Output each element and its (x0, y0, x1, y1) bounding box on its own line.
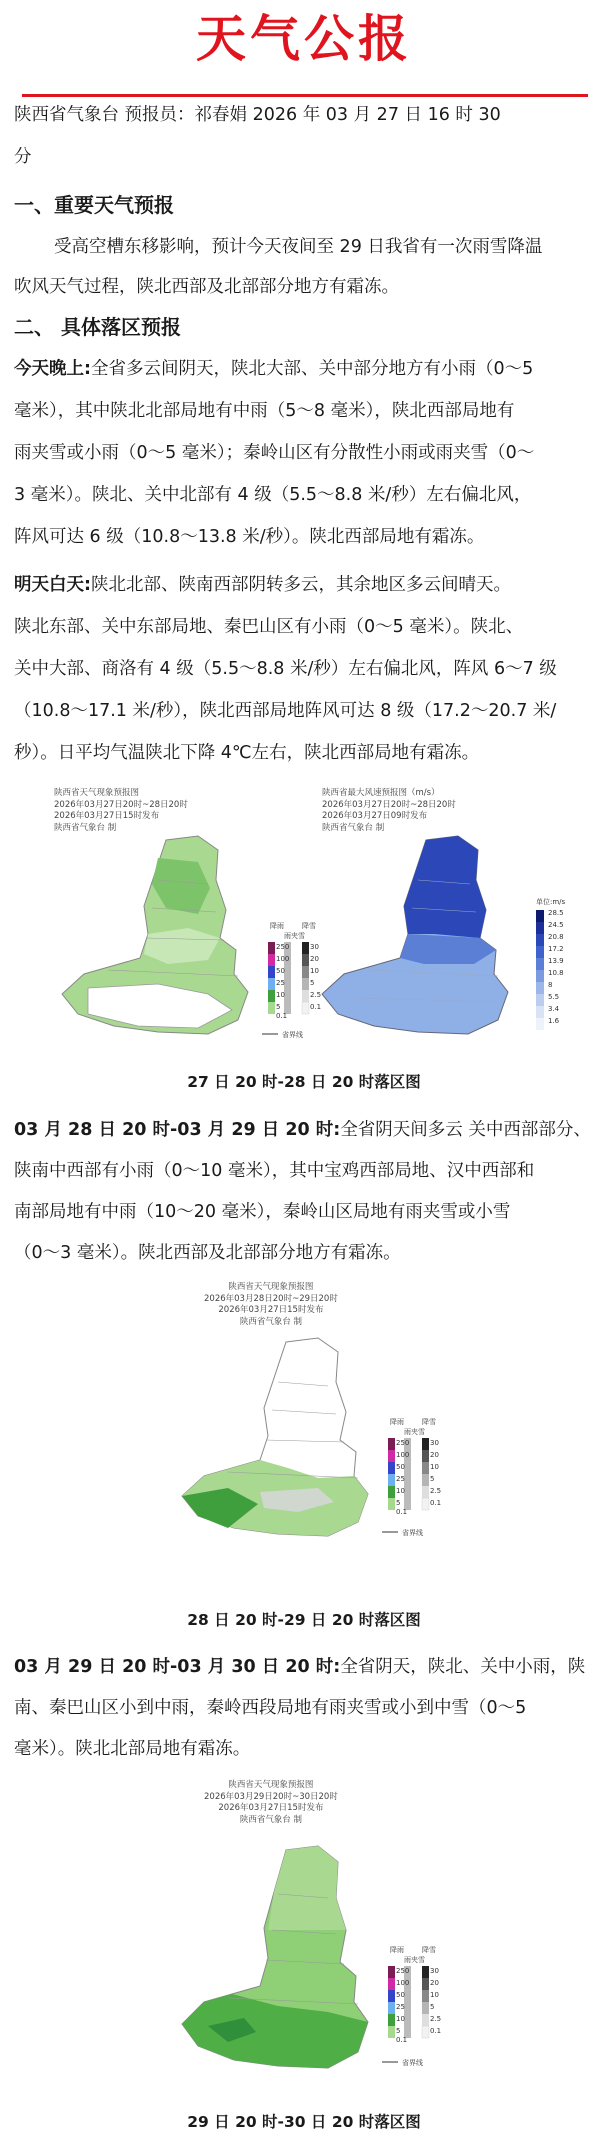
map1-caption: 27 日 20 时-28 日 20 时落区图 (187, 1073, 421, 1091)
weather-map-1 (48, 788, 338, 1048)
map-period: 2026年03月28日20时~29日20时 (204, 1293, 338, 1304)
tonight-line: 阵风可达 6 级（10.8～13.8 米/秒）。陕北西部局地有霜冻。 (14, 527, 485, 547)
day29-line: 毫米）。陕北北部局地有霜冻。 (14, 1739, 251, 1759)
legend-tick: 100 (396, 1979, 410, 1987)
legend-tick: 25 (276, 979, 285, 987)
wind-tick: 13.9 (548, 957, 564, 965)
legend-border-label: 省界线 (402, 2059, 423, 2067)
day29-line (14, 1652, 600, 1683)
map-issuer: 陕西省气象台 制 (322, 822, 385, 833)
wind-tick: 24.5 (548, 921, 564, 929)
tonight-line: 3 毫米）。陕北、关中北部有 4 级（5.5～8.8 米/秒）左右偏北风， (14, 485, 532, 505)
day28-text: 全省阴天间多云 关中西部部分、 (340, 1120, 591, 1140)
tomorrow-line (14, 570, 600, 601)
day28-line (14, 1115, 600, 1146)
strong-wind-zone (404, 836, 486, 938)
day28-line: 南部局地有中雨（10～20 毫米），秦岭山区局地有雨夹雪或小雪 (14, 1202, 511, 1222)
tomorrow-line: 秒）。日平均气温陕北下降 4℃左右，陕北西部局地有霜冻。 (14, 743, 480, 763)
map-title: 陕西省天气现象预报图 (228, 1780, 314, 1790)
section2-heading: 二、 具体落区预报 (14, 315, 181, 339)
legend-tick: 10 (430, 1463, 439, 1471)
map1-legend (262, 921, 321, 1039)
wind-unit-label: 单位:m/s (536, 898, 566, 906)
legend-tick: 30 (430, 1967, 439, 1975)
map-title: 陕西省天气现象预报图 (54, 788, 140, 798)
tomorrow-line: 陕北东部、关中东部局地、秦巴山区有小雨（0～5 毫米）。陕北、 (14, 617, 524, 637)
wind-tick: 10.8 (548, 969, 564, 977)
legend-mix-label: 雨夹雪 (404, 1956, 425, 1964)
legend-border-label: 省界线 (402, 1529, 423, 1537)
legend-mix-label: 雨夹雪 (404, 1428, 425, 1436)
map-period: 2026年03月27日20时~28日20时 (322, 799, 456, 810)
map-title: 陕西省天气现象预报图 (228, 1282, 314, 1292)
legend-tick: 2.5 (310, 991, 322, 999)
section1-heading: 一、重要天气预报 (14, 193, 174, 217)
legend-tick: 250 (276, 943, 290, 951)
legend-tick: 30 (310, 943, 319, 951)
legend-tick: 5 (430, 1475, 435, 1483)
tomorrow-line: 关中大部、商洛有 4 级（5.5～8.8 米/秒）左右偏北风，阵风 6～7 级 (14, 659, 557, 679)
tonight-line (14, 354, 600, 385)
legend-snow-label: 降雪 (302, 922, 316, 930)
legend-tick: 5 (310, 979, 315, 987)
legend-tick: 10 (396, 1487, 405, 1495)
map3-caption: 29 日 20 时-30 日 20 时落区图 (187, 2113, 421, 2131)
legend-border-label: 省界线 (282, 1031, 303, 1039)
legend-tick: 250 (396, 1967, 410, 1975)
map2-caption: 28 日 20 时-29 日 20 时落区图 (187, 1611, 421, 1629)
section1-line: 吹风天气过程，陕北西部及北部部分地方有霜冻。 (14, 277, 399, 297)
bulletin-meta-cont: 分 (14, 147, 32, 167)
tomorrow-text: 陕北北部、陕南西部阴转多云，其余地区多云间晴天。 (91, 575, 511, 595)
day29-line: 南、秦巴山区小到中雨，秦岭西段局地有雨夹雪或小到中雪（0～5 (14, 1698, 527, 1718)
legend-tick: 20 (430, 1979, 439, 1987)
wind-map-1 (314, 788, 584, 1048)
legend-tick: 5 (396, 1499, 401, 1507)
legend-tick: 0.1 (276, 1012, 288, 1020)
legend-snow-label: 降雪 (422, 1418, 436, 1426)
legend-tick: 5 (430, 2003, 435, 2011)
wind-tick: 20.8 (548, 933, 564, 941)
legend-tick: 10 (430, 1991, 439, 1999)
day29-text: 全省阴天，陕北、关中小雨，陕 (340, 1657, 586, 1677)
bulletin-title: 天气公报 (196, 9, 412, 68)
wind-tick: 5.5 (548, 993, 560, 1001)
wind-tick: 17.2 (548, 945, 564, 953)
map-title: 陕西省最大风速预报图（m/s） (322, 788, 440, 798)
map2-graphic (168, 1282, 458, 1552)
legend-tick: 25 (396, 1475, 405, 1483)
legend-tick: 10 (276, 991, 285, 999)
legend-tick: 5 (396, 2027, 401, 2035)
legend-tick: 30 (430, 1439, 439, 1447)
map3-legend (382, 1945, 441, 2067)
legend-mix-label: 雨夹雪 (284, 932, 305, 940)
map-issued: 2026年03月27日15时发布 (218, 1803, 324, 1813)
tonight-line: 毫米），其中陕北北部局地有中雨（5～8 毫米），陕北西部局地有 (14, 401, 515, 421)
legend-tick: 2.5 (430, 1487, 442, 1495)
legend-tick: 20 (310, 955, 319, 963)
legend-tick: 25 (396, 2003, 405, 2011)
weather-map-2 (168, 1282, 458, 1552)
tomorrow-label: 明天白天: (14, 575, 91, 595)
legend-tick: 50 (396, 1991, 405, 1999)
bulletin-meta: 陕西省气象台 预报员：祁春娟 2026 年 03 月 27 日 16 时 30 (14, 105, 501, 125)
legend-tick: 0.1 (430, 1499, 442, 1507)
legend-tick: 0.1 (430, 2027, 442, 2035)
title-divider (22, 94, 588, 97)
legend-tick: 10 (396, 2015, 405, 2023)
tomorrow-line: （10.8～17.1 米/秒），陕北西部局地阵风可达 8 级（17.2～20.7 米/ (14, 701, 557, 721)
map-issuer: 陕西省气象台 制 (54, 822, 117, 833)
day28-line: （0～3 毫米）。陕北西部及北部部分地方有霜冻。 (14, 1243, 401, 1263)
map-issued: 2026年03月27日15时发布 (54, 811, 160, 821)
weather-map-3 (168, 1780, 458, 2100)
wind-tick: 1.6 (548, 1017, 560, 1025)
legend-tick: 250 (396, 1439, 410, 1447)
legend-tick: 100 (396, 1451, 410, 1459)
legend-tick: 5 (276, 1003, 281, 1011)
legend-tick: 50 (396, 1463, 405, 1471)
map1-left-graphic (48, 788, 338, 1048)
map-issuer: 陕西省气象台 制 (239, 1316, 303, 1327)
map-period: 2026年03月29日20时~30日20时 (204, 1791, 338, 1802)
map3-graphic (168, 1780, 458, 2100)
legend-snow-label: 降雪 (422, 1946, 436, 1954)
wind-tick: 28.5 (548, 909, 564, 917)
legend-rain-label: 降雨 (270, 922, 284, 930)
legend-tick: 0.1 (310, 1003, 322, 1011)
map1-right-graphic (314, 788, 584, 1048)
map-issued: 2026年03月27日09时发布 (322, 811, 428, 821)
legend-tick: 50 (276, 967, 285, 975)
legend-tick: 20 (430, 1451, 439, 1459)
map-period: 2026年03月27日20时~28日20时 (54, 799, 188, 810)
legend-tick: 2.5 (430, 2015, 442, 2023)
section1-line: 受高空槽东移影响，预计今天夜间至 29 日我省有一次雨雪降温 (54, 237, 543, 257)
tonight-line: 雨夹雪或小雨（0～5 毫米）；秦岭山区有分散性小雨或雨夹雪（0～ (14, 443, 535, 463)
legend-tick: 10 (310, 967, 319, 975)
day29-label: 03 月 29 日 20 时-03 月 30 日 20 时: (14, 1657, 341, 1677)
wind-tick: 8 (548, 981, 553, 989)
legend-rain-label: 降雨 (390, 1418, 404, 1426)
legend-tick: 100 (276, 955, 290, 963)
wind-legend (536, 897, 566, 1030)
map-issuer: 陕西省气象台 制 (239, 1814, 303, 1825)
tonight-label: 今天晚上: (14, 359, 91, 379)
day28-line: 陕南中西部有小雨（0～10 毫米），其中宝鸡西部局地、汉中西部和 (14, 1161, 535, 1181)
map2-legend (382, 1417, 441, 1537)
legend-tick: 0.1 (396, 2036, 408, 2044)
legend-rain-label: 降雨 (390, 1946, 404, 1954)
map-issued: 2026年03月27日15时发布 (218, 1305, 324, 1315)
legend-tick: 0.1 (396, 1508, 408, 1516)
tonight-text: 全省多云间阴天，陕北大部、关中部分地方有小雨（0～5 (91, 359, 534, 379)
day28-label: 03 月 28 日 20 时-03 月 29 日 20 时: (14, 1120, 341, 1140)
wind-tick: 3.4 (548, 1005, 560, 1013)
